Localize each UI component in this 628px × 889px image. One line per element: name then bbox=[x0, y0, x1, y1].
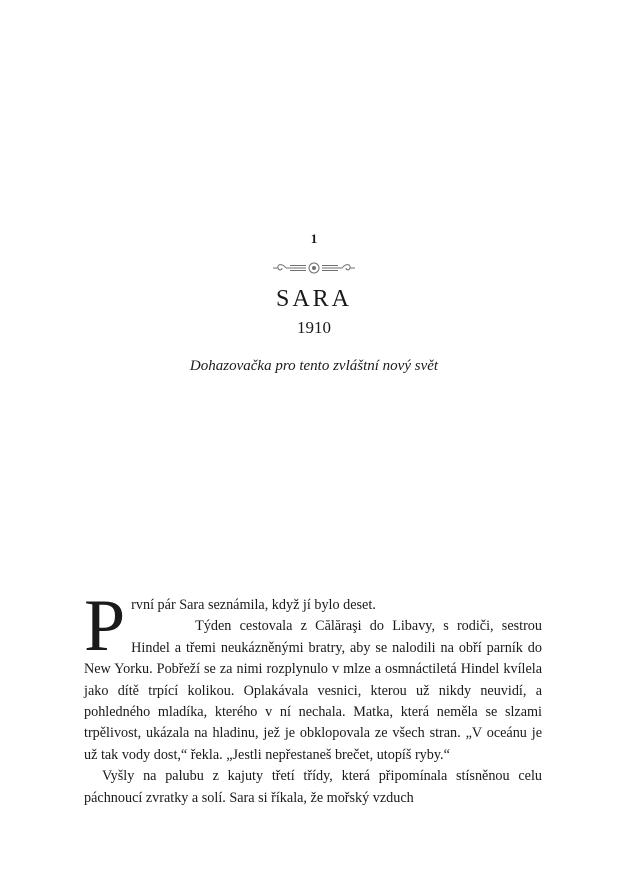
body-text bbox=[84, 585, 542, 809]
paragraph: Vyšly na palubu z kajuty třetí třídy, která připomínala stísněnou celu páchnoucí zvratky a solí. Sara si říkala, že mořský vzduch bbox=[84, 768, 542, 806]
chapter-title: SARA bbox=[275, 286, 353, 312]
flourish-ornament-icon bbox=[272, 259, 356, 277]
chapter-subtitle: Dohazovačka pro tento zvláštní nový svět bbox=[189, 358, 439, 374]
paragraph-first-line: rvní pár Sara seznámila, když jí bylo deset. bbox=[131, 597, 376, 613]
chapter-number: 1 bbox=[310, 231, 318, 246]
paragraph: Týden cestovala z Călăraşi do Libavy, s rodiči, sestrou Hindel a třemi neukázněnými bratry, aby se nalodili na obří parník do New Yorku. Pobřeží se za nimi rozplynulo v mlze a osmnáctiletá Hindel kvílela jako dítě trpící kolikou. Oplakávala vesnici, kterou už nikdy neuvidí, a pohledného mladíka, kterého v ní nechala. Matka, která neměla se slzami trpělivost, ukázala na hladinu, jež je obklopovala ze všech stran. „V oceánu je už tak vody dost,“ řekla. „Jestli nepřestaneš brečet, utopíš ryby.“ bbox=[84, 618, 542, 763]
drop-cap: P bbox=[84, 585, 126, 667]
chapter-year: 1910 bbox=[297, 318, 331, 337]
